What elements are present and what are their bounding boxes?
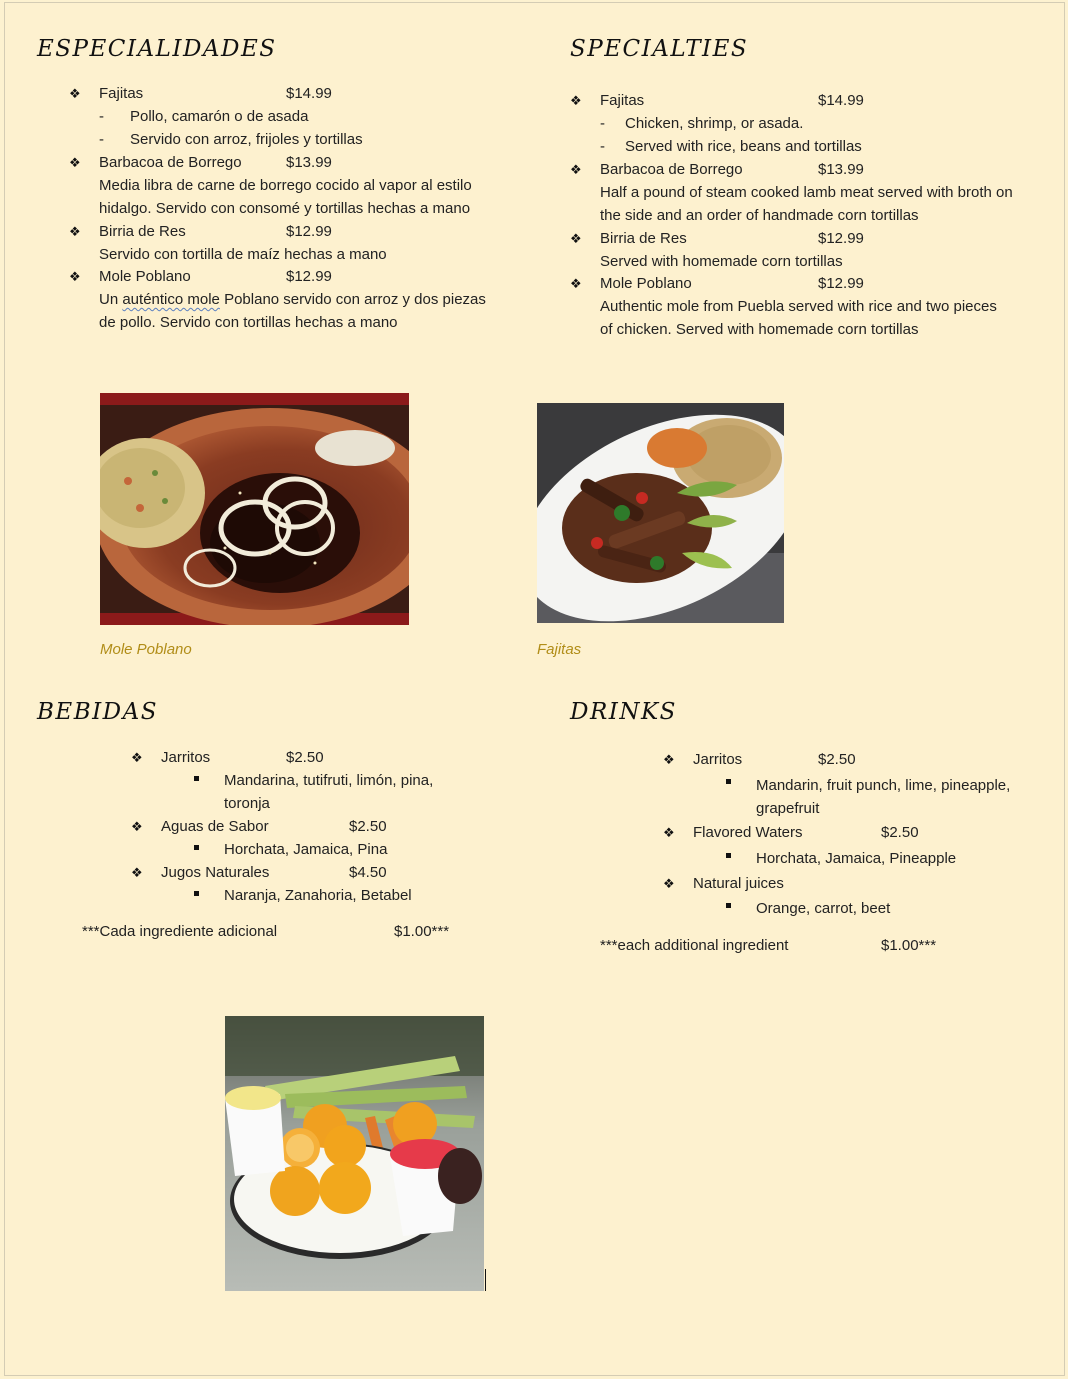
es-mole-desc-2: de pollo. Servido con tortillas hechas a mano (99, 314, 398, 331)
bullet-icon: ❖ (131, 865, 143, 880)
specialties-heading: SPECIALTIES (570, 36, 749, 62)
es-aguas-name: Aguas de Sabor (161, 818, 269, 835)
bullet-icon: ❖ (69, 86, 81, 101)
es-barbacoa-desc-2: hidalgo. Servido con consomé y tortillas hechas a mano (99, 200, 471, 217)
es-birria-name: Birria de Res (99, 223, 186, 240)
bullet-icon: ❖ (69, 155, 81, 170)
es-mole-desc-1 (99, 288, 486, 311)
en-jarritos-name: Jarritos (693, 751, 743, 768)
square-bullet-icon (726, 779, 731, 784)
en-barbacoa-desc-2: the side and an order of handmade corn tortillas (600, 207, 919, 224)
dash-icon: - (600, 138, 605, 155)
en-extra-label: ***each additional ingredient (600, 937, 789, 954)
bullet-icon: ❖ (570, 276, 582, 291)
en-birria-price: $12.99 (818, 230, 864, 247)
es-mole-desc-1c: Poblano servido con arroz y dos piezas (219, 291, 486, 308)
square-bullet-icon (726, 853, 731, 858)
bullet-icon: ❖ (663, 752, 675, 767)
es-jugos-name: Jugos Naturales (161, 864, 270, 881)
es-jugos-desc-1: Naranja, Zanahoria, Betabel (224, 887, 412, 904)
mole-poblano-photo (100, 393, 409, 625)
dash-icon: - (99, 108, 104, 125)
en-birria-desc-1: Served with homemade corn tortillas (600, 253, 843, 270)
square-bullet-icon (194, 891, 199, 896)
es-jugos-price: $4.50 (349, 864, 387, 881)
fajitas-caption: Fajitas (537, 641, 582, 658)
bullet-icon: ❖ (570, 93, 582, 108)
es-jarritos-name: Jarritos (161, 749, 211, 766)
en-jarritos-desc-1: Mandarin, fruit punch, lime, pineapple, (756, 777, 1011, 794)
es-fajitas-desc-2: Servido con arroz, frijoles y tortillas (130, 131, 363, 148)
drinks-heading: DRINKS (570, 699, 677, 725)
en-flavored-name: Flavored Waters (693, 824, 803, 841)
en-barbacoa-name: Barbacoa de Borrego (600, 161, 743, 178)
en-extra-price: $1.00*** (881, 937, 937, 954)
bullet-icon: ❖ (570, 231, 582, 246)
bullet-icon: ❖ (131, 750, 143, 765)
en-birria-name: Birria de Res (600, 230, 687, 247)
bullet-icon: ❖ (69, 269, 81, 284)
en-mole-desc-1: Authentic mole from Puebla served with rice and two pieces (600, 298, 997, 315)
en-fajitas-desc-1: Chicken, shrimp, or asada. (625, 115, 804, 132)
es-extra-label: ***Cada ingrediente adicional (82, 923, 278, 940)
bullet-icon: ❖ (570, 162, 582, 177)
square-bullet-icon (726, 903, 731, 908)
especialidades-heading: ESPECIALIDADES (37, 36, 277, 62)
es-mole-desc-1a: Un (99, 291, 123, 308)
menu-page (4, 2, 1065, 1376)
en-jarritos-desc-2: grapefruit (756, 800, 820, 817)
fajitas-photo (537, 403, 784, 623)
text-cursor (485, 1269, 486, 1291)
es-barbacoa-name: Barbacoa de Borrego (99, 154, 242, 171)
dash-icon: - (600, 115, 605, 132)
bullet-icon: ❖ (663, 825, 675, 840)
juices-photo (225, 1016, 484, 1291)
en-mole-price: $12.99 (818, 275, 864, 292)
dash-icon: - (99, 131, 104, 148)
es-jarritos-desc-2: toronja (224, 795, 270, 812)
en-flavored-price: $2.50 (881, 824, 919, 841)
en-juices-name: Natural juices (693, 875, 784, 892)
en-fajitas-name: Fajitas (600, 92, 645, 109)
es-birria-price: $12.99 (286, 223, 332, 240)
bullet-icon: ❖ (69, 224, 81, 239)
es-fajitas-name: Fajitas (99, 85, 144, 102)
en-jarritos-price: $2.50 (818, 751, 856, 768)
en-fajitas-desc-2: Served with rice, beans and tortillas (625, 138, 862, 155)
es-barbacoa-price: $13.99 (286, 154, 332, 171)
en-barbacoa-price: $13.99 (818, 161, 864, 178)
en-flavored-desc-1: Horchata, Jamaica, Pineapple (756, 850, 957, 867)
es-fajitas-price: $14.99 (286, 85, 332, 102)
en-barbacoa-desc-1: Half a pound of steam cooked lamb meat served with broth on (600, 184, 1013, 201)
es-mole-name: Mole Poblano (99, 268, 191, 285)
es-aguas-desc-1: Horchata, Jamaica, Pina (224, 841, 388, 858)
mole-poblano-caption: Mole Poblano (100, 641, 192, 658)
es-extra-price: $1.00*** (394, 923, 450, 940)
en-mole-desc-2: of chicken. Served with homemade corn tortillas (600, 321, 919, 338)
es-birria-desc-1: Servido con tortilla de maíz hechas a mano (99, 246, 387, 263)
bebidas-heading: BEBIDAS (37, 699, 158, 725)
en-juices-desc-1: Orange, carrot, beet (756, 900, 891, 917)
en-mole-name: Mole Poblano (600, 275, 692, 292)
square-bullet-icon (194, 776, 199, 781)
es-barbacoa-desc-1: Media libra de carne de borrego cocido al vapor al estilo (99, 177, 472, 194)
en-fajitas-price: $14.99 (818, 92, 864, 109)
bullet-icon: ❖ (663, 876, 675, 891)
es-fajitas-desc-1: Pollo, camarón o de asada (130, 108, 309, 125)
es-aguas-price: $2.50 (349, 818, 387, 835)
bullet-icon: ❖ (131, 819, 143, 834)
square-bullet-icon (194, 845, 199, 850)
es-jarritos-price: $2.50 (286, 749, 324, 766)
spellcheck-word[interactable]: auténtico mole (122, 291, 220, 308)
es-mole-price: $12.99 (286, 268, 332, 285)
es-jarritos-desc-1: Mandarina, tutifruti, limón, pina, (224, 772, 434, 789)
